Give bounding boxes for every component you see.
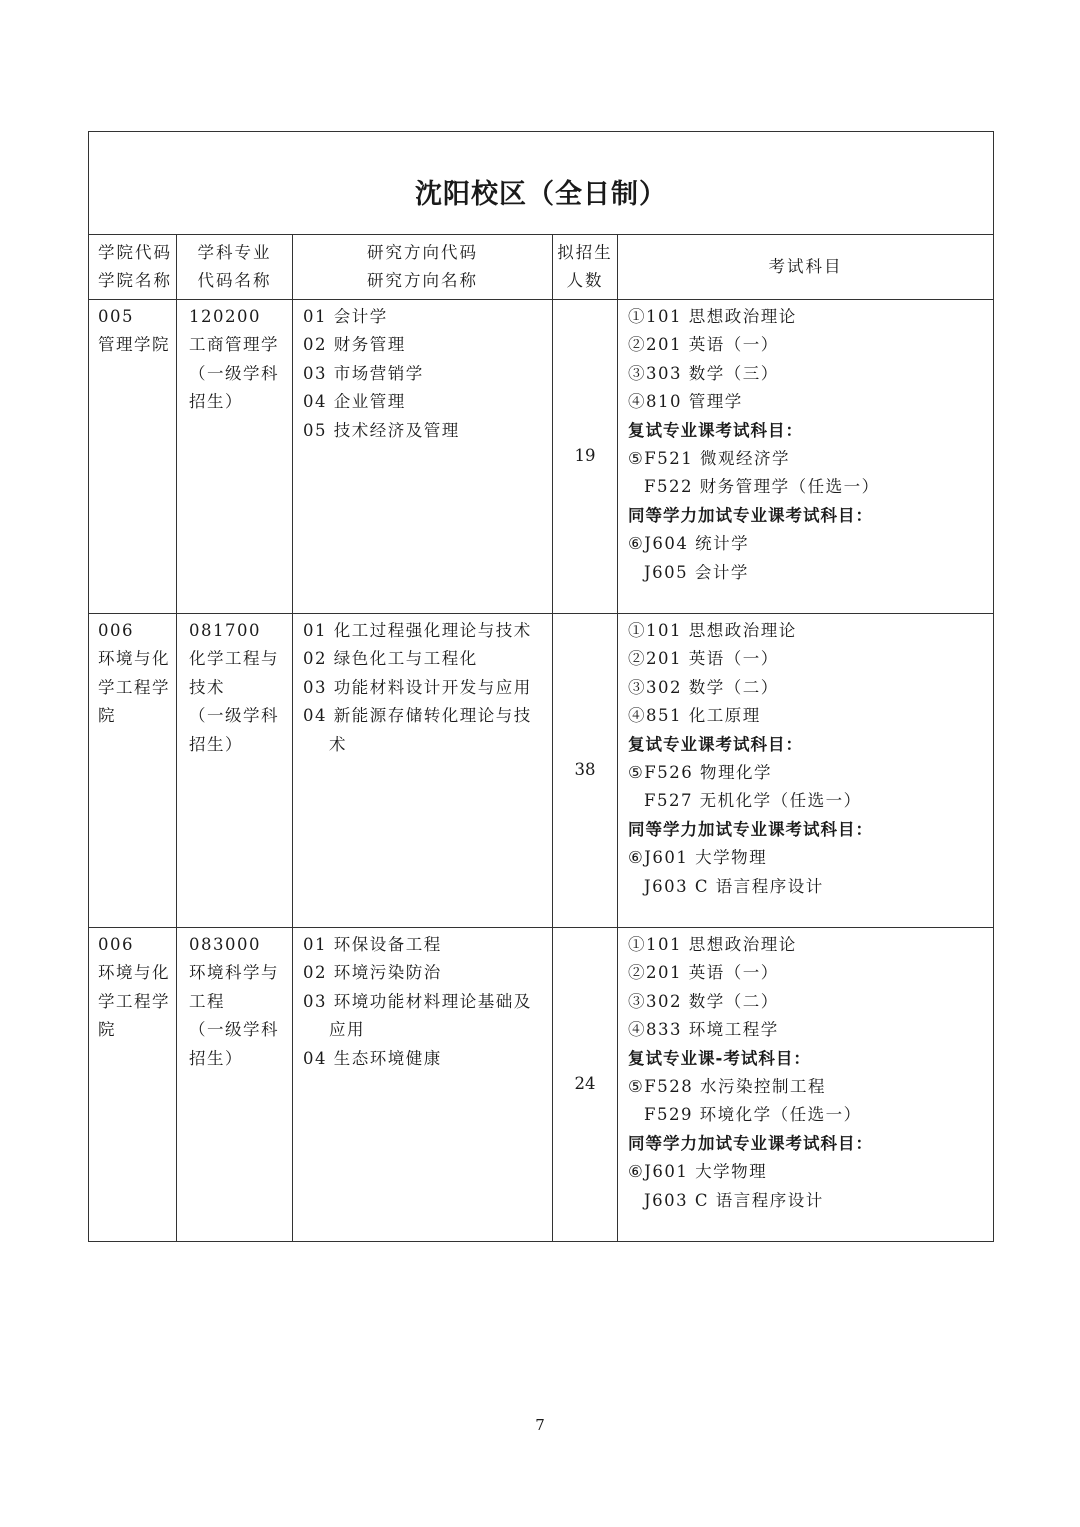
table-title-cell bbox=[89, 132, 994, 235]
school-code: 006 bbox=[98, 621, 134, 640]
direction-item: 01 化工过程强化理论与技术 bbox=[303, 621, 532, 640]
header-quota-line2: 人数 bbox=[566, 271, 604, 290]
exam-subject: ①101 思想政治理论 bbox=[628, 935, 797, 954]
major-name: 化学工程与技术 bbox=[189, 649, 279, 697]
major-cell bbox=[177, 614, 293, 928]
retest-heading: 复试专业课-考试科目： bbox=[628, 1048, 811, 1068]
exam-subject: ②201 英语（一） bbox=[628, 649, 779, 669]
retest-subject: F529 环境化学（任选一） bbox=[644, 1105, 862, 1125]
major-code: 120200 bbox=[189, 307, 261, 326]
table-row bbox=[89, 300, 994, 614]
table-header-row bbox=[89, 235, 994, 300]
header-exam: 考试科目 bbox=[618, 235, 994, 300]
retest-subject: ⑤F521 微观经济学 bbox=[628, 449, 790, 469]
school-code: 005 bbox=[98, 307, 134, 326]
header-major-line2: 代码名称 bbox=[197, 271, 272, 290]
header-school-line1: 学院代码 bbox=[98, 243, 172, 262]
table-row bbox=[89, 928, 994, 1242]
school-cell bbox=[89, 614, 177, 928]
exam-subject: ③303 数学（三） bbox=[628, 363, 779, 383]
major-code: 081700 bbox=[189, 621, 261, 640]
extra-subject: ⑥J604 统计学 bbox=[628, 534, 750, 554]
direction-item: 03 环境功能材料理论基础及应用 bbox=[303, 991, 532, 1040]
exam-subject: ③302 数学（二） bbox=[628, 677, 779, 697]
extra-heading: 同等学力加试专业课考试科目： bbox=[628, 819, 873, 839]
extra-subject: J605 会计学 bbox=[644, 562, 749, 582]
header-major-line1: 学科专业 bbox=[197, 243, 272, 262]
exam-cell bbox=[618, 614, 994, 928]
retest-subject: ⑤F526 物理化学 bbox=[628, 763, 772, 783]
header-major bbox=[177, 235, 293, 300]
exam-subject: ①101 思想政治理论 bbox=[628, 621, 797, 640]
retest-subject: ⑤F528 水污染控制工程 bbox=[628, 1077, 826, 1097]
extra-heading: 同等学力加试专业课考试科目： bbox=[628, 505, 873, 525]
direction-item: 01 环保设备工程 bbox=[303, 935, 442, 954]
page-number: 7 bbox=[535, 1416, 545, 1434]
exam-subject: ③302 数学（二） bbox=[628, 991, 779, 1011]
direction-cell bbox=[293, 928, 553, 1242]
major-name: 工商管理学 bbox=[189, 335, 279, 355]
header-quota-line1: 拟招生 bbox=[557, 243, 613, 262]
extra-subject: ⑥J601 大学物理 bbox=[628, 848, 768, 868]
header-school-line2: 学院名称 bbox=[98, 271, 172, 290]
retest-subject: F527 无机化学（任选一） bbox=[644, 791, 862, 811]
quota-cell: 38 bbox=[553, 614, 618, 928]
retest-heading: 复试专业课考试科目： bbox=[628, 734, 803, 754]
retest-subject: F522 财务管理学（任选一） bbox=[644, 477, 880, 497]
school-name: 环境与化学工程学院 bbox=[98, 649, 170, 726]
major-note: （一级学科招生） bbox=[189, 363, 279, 412]
exam-subject: ②201 英语（一） bbox=[628, 963, 779, 983]
major-code: 083000 bbox=[189, 935, 261, 954]
admissions-table bbox=[88, 131, 994, 1242]
table-row bbox=[89, 614, 994, 928]
major-note: （一级学科招生） bbox=[189, 1020, 279, 1068]
direction-item: 01 会计学 bbox=[303, 307, 388, 326]
direction-cell bbox=[293, 614, 553, 928]
header-direction bbox=[293, 235, 553, 300]
direction-item: 03 市场营销学 bbox=[303, 363, 424, 383]
direction-item: 05 技术经济及管理 bbox=[303, 420, 460, 440]
school-cell bbox=[89, 300, 177, 614]
direction-item: 02 绿色化工与工程化 bbox=[303, 649, 478, 669]
retest-heading: 复试专业课考试科目： bbox=[628, 420, 803, 440]
extra-heading: 同等学力加试专业课考试科目： bbox=[628, 1133, 873, 1153]
direction-item: 04 企业管理 bbox=[303, 392, 406, 412]
exam-subject: ①101 思想政治理论 bbox=[628, 307, 797, 326]
school-name: 管理学院 bbox=[98, 335, 170, 355]
direction-item: 04 新能源存储转化理论与技术 bbox=[303, 706, 532, 754]
school-name: 环境与化学工程学院 bbox=[98, 963, 170, 1040]
extra-subject: ⑥J601 大学物理 bbox=[628, 1162, 768, 1182]
direction-item: 02 财务管理 bbox=[303, 335, 406, 355]
school-cell bbox=[89, 928, 177, 1242]
header-direction-line2: 研究方向名称 bbox=[367, 271, 478, 290]
exam-subject: ②201 英语（一） bbox=[628, 335, 779, 355]
exam-subject: ④851 化工原理 bbox=[628, 706, 761, 726]
header-direction-line1: 研究方向代码 bbox=[367, 243, 478, 262]
quota-cell: 24 bbox=[553, 928, 618, 1242]
exam-cell bbox=[618, 928, 994, 1242]
exam-subject: ④833 环境工程学 bbox=[628, 1020, 779, 1040]
school-code: 006 bbox=[98, 935, 134, 954]
extra-subject: J603 C 语言程序设计 bbox=[644, 876, 824, 896]
major-cell bbox=[177, 928, 293, 1242]
header-quota bbox=[553, 235, 618, 300]
direction-item: 03 功能材料设计开发与应用 bbox=[303, 677, 532, 697]
direction-item: 04 生态环境健康 bbox=[303, 1048, 442, 1068]
exam-cell bbox=[618, 300, 994, 614]
direction-cell bbox=[293, 300, 553, 614]
extra-subject: J603 C 语言程序设计 bbox=[644, 1190, 824, 1210]
exam-subject: ④810 管理学 bbox=[628, 392, 743, 412]
major-note: （一级学科招生） bbox=[189, 706, 279, 754]
quota-cell: 19 bbox=[553, 300, 618, 614]
direction-item: 02 环境污染防治 bbox=[303, 963, 442, 983]
major-name: 环境科学与工程 bbox=[189, 963, 279, 1011]
table-title: 沈阳校区（全日制） bbox=[415, 178, 668, 210]
major-cell bbox=[177, 300, 293, 614]
header-school bbox=[89, 235, 177, 300]
